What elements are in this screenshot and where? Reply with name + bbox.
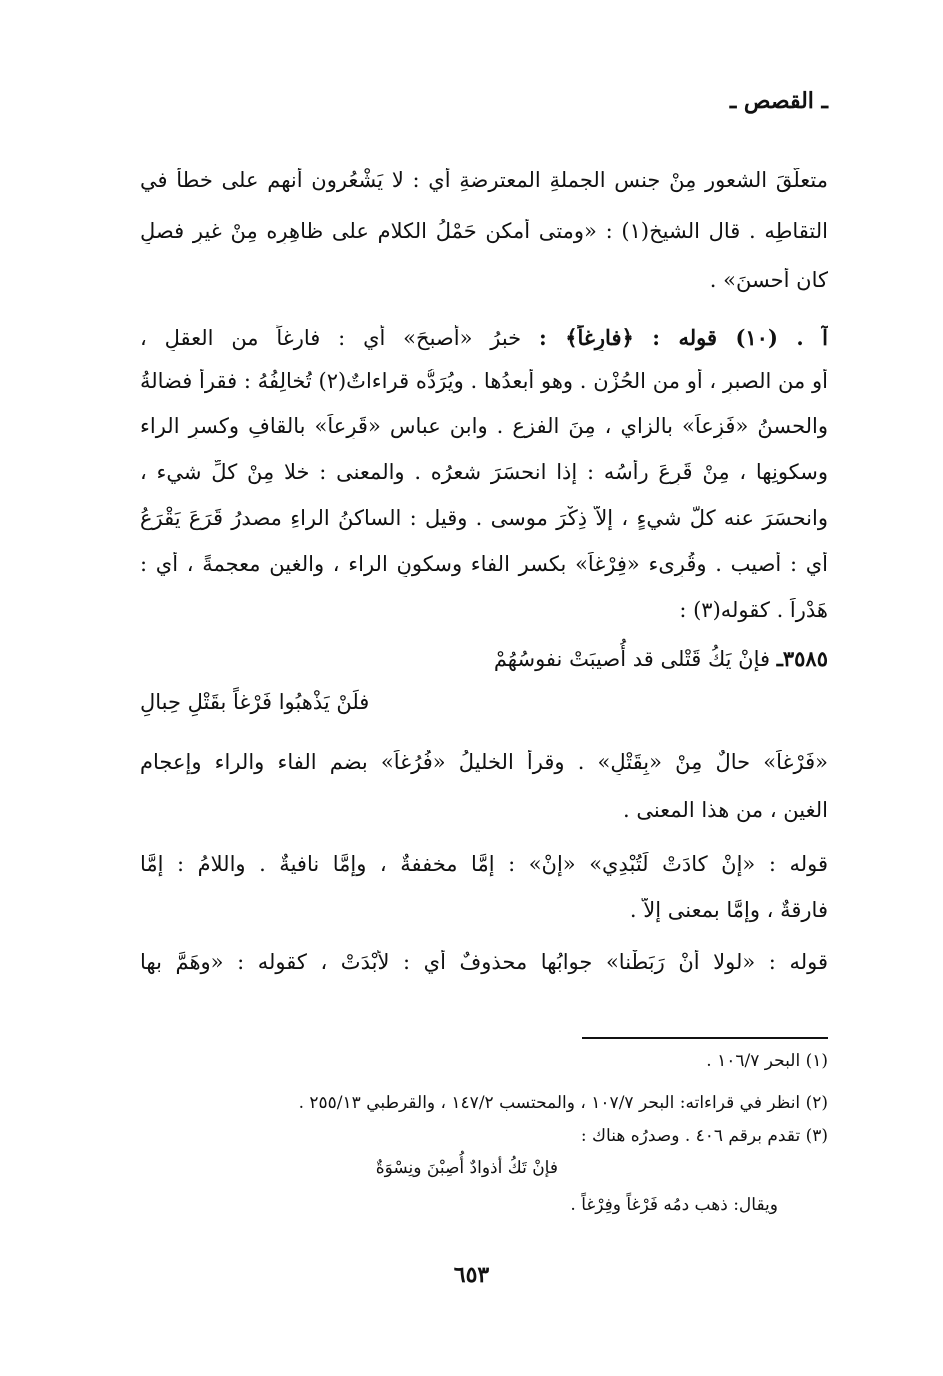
- footnote-number: (١): [805, 1051, 828, 1071]
- verse-hemistich: فإنْ يَكُ قَتْلى قد أُصيبَتْ نفوسُهُمْ: [493, 647, 771, 671]
- paragraph-line: «فَرْغاً» حالٌ مِنْ «بِقَتْلِ» . وقرأ الخليلُ «فُرُغاً» بضم الفاء والراء وإعجامِ: [140, 750, 828, 774]
- footnote-text: تقدم برقم ٤٠٦ . وصدرُه هناك :: [580, 1126, 801, 1146]
- verse-reference: آ . (١٠) قوله : ﴿فارِغاً﴾ :: [539, 325, 828, 350]
- footnote-separator: [582, 1037, 828, 1039]
- paragraph-line: التقاطِه . قال الشيخ(١) : «ومتى أمكن حَمْلُ الكلامِ على ظاهِرِه مِنْ غيرِ فصلٍ: [140, 219, 828, 243]
- footnote-verse: فإنْ تَكُ أذوادٌ أُصِبْنَ ونِسْوَةٌ: [375, 1158, 558, 1178]
- poetry-verse-first: [494, 646, 828, 671]
- page-number: ٦٥٣: [453, 1262, 490, 1288]
- paragraph-line: فارقةٌ ، وإمَّا بمعنى إلاَّ .: [629, 898, 828, 922]
- paragraph-line: قوله : «لولا أَنْ رَبَطْنا» جوابُها محذوفٌ أي : لأَبْدَتْ ، كقوله : «وهَمَّ بها: [140, 950, 828, 974]
- paragraph-line: [140, 325, 828, 351]
- paragraph-line: أي : أصيب . وقُرِىء «فِرْغاً» بكسر الفاء وسكونِ الراء ، والغينِ معجمةً ، أي :: [140, 552, 828, 576]
- footnote-text: البحر ١٠٦/٧ .: [706, 1051, 801, 1071]
- paragraph-line: والحسنُ «فَزِعاً» بالزاي ، مِنَ الفزع . وابن عباس «قَرِعاً» بالقافِ وكسرِ الراء: [140, 414, 828, 438]
- paragraph-line: وسكونِها ، مِنْ قَرِعَ رأسُه : إذا انحسَرَ شعرُه . والمعنى : خلا مِنْ كلِّ شيء ،: [140, 460, 828, 484]
- paragraph-line: كان أحسنَ» .: [709, 268, 828, 292]
- poetry-verse-second: فلَنْ يَذْهبُوا فَرْغاً بقَتْلِ حِبالِ: [140, 690, 370, 714]
- footnote-number: (٢): [805, 1093, 828, 1113]
- footnote-note: ويقال: ذهب دمُه فَرْغاً وفِرْغاً .: [570, 1195, 778, 1215]
- paragraph-line: وانحسَرَ عنه كلُّ شيءٍ ، إلاَّ ذِكْرَ موسى . وقيل : الساكنُ الراءِ مصدرُ قَرَعَ يَقْرَعُ: [140, 506, 828, 530]
- footnote-number: (٣): [805, 1126, 828, 1146]
- running-header: ـ القصص ـ: [729, 88, 828, 114]
- paragraph-line: هَدْراً . كقوله(٣) :: [679, 598, 828, 622]
- paragraph-line: قوله : «إنْ كادَتْ لَتُبْدِي» «إنْ» : إمَّا مخففةٌ ، وإمَّا نافيةٌ . واللامُ : إمَّا: [140, 852, 828, 876]
- paragraph-line: متعلَّقَ الشعور مِنْ جنسِ الجملةِ المعترضةِ أي : لا يَشْعُرون أنهم على خطأ في: [140, 168, 828, 192]
- paragraph-line: أو من الصبرِ ، أو من الحُزْن . وهو أبعدُها . ويُرَدُّه قراءاتٌ(٢) تُخالِفُهُ : فقرأ فضالةُ: [140, 369, 828, 393]
- paragraph-line: الغين ، من هذا المعنى .: [622, 798, 828, 822]
- footnote-text: انظر في قراءاته: البحر ١٠٧/٧ ، والمحتسب ١٤٧/٢ ، والقرطبي ٢٥٥/١٣ .: [298, 1093, 801, 1113]
- commentary-text: خبرُ «أصبحَ» أي : فارغاً من العقلِ ،: [140, 326, 522, 350]
- footnote: [581, 1126, 828, 1146]
- footnote: [706, 1051, 828, 1071]
- footnote: [299, 1093, 828, 1113]
- verse-number: ٣٥٨٥ـ: [776, 646, 828, 671]
